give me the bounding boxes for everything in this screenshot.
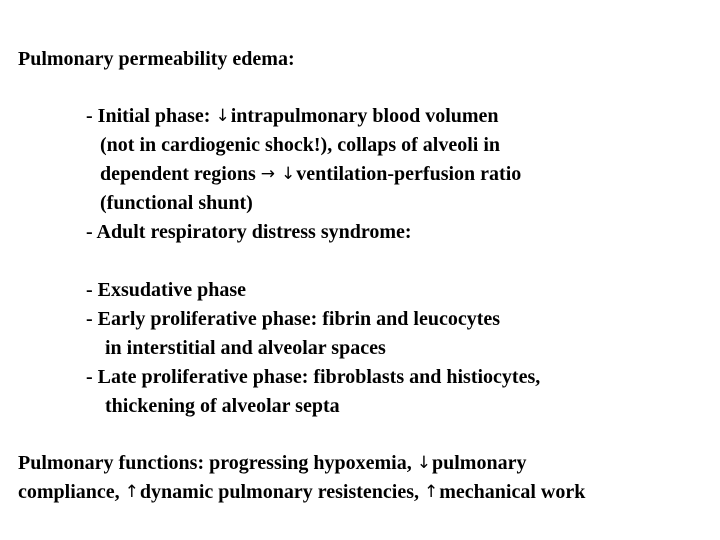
up-arrow-icon: ↑	[124, 482, 139, 502]
pulmonary-functions-rest: pulmonary	[432, 452, 527, 474]
early-proliferative-line-2	[105, 336, 386, 360]
exsudative-phase-line	[86, 278, 246, 302]
initial-phase-line-3	[100, 162, 521, 186]
late-proliferative-line-2	[105, 394, 340, 418]
down-arrow-icon: ↓	[215, 106, 230, 126]
exsudative-phase-text: - Exsudative phase	[86, 279, 247, 301]
initial-phase-rest-3: ventilation-perfusion ratio	[296, 163, 522, 185]
early-proliferative-text-2: in interstitial and alveolar spaces	[105, 337, 386, 359]
initial-phase-rest: intrapulmonary blood volumen	[230, 105, 499, 127]
initial-phase-line-2	[100, 133, 500, 157]
pulmonary-functions-line	[18, 451, 526, 475]
slide-title-text: Pulmonary permeability edema:	[18, 48, 295, 70]
slide-title	[18, 47, 295, 71]
late-proliferative-text-2: thickening of alveolar septa	[105, 395, 340, 417]
pulmonary-functions-prefix: Pulmonary functions: progressing hypoxemia,	[18, 452, 417, 474]
late-proliferative-text: - Late proliferative phase: fibroblasts and histiocytes,	[86, 366, 541, 388]
ards-text: - Adult respiratory distress syndrome:	[86, 221, 412, 243]
down-arrow-icon: ↓	[281, 164, 296, 184]
early-proliferative-line	[86, 307, 500, 331]
resistencies-text: dynamic pulmonary resistencies,	[139, 481, 424, 503]
initial-phase-line	[86, 104, 499, 128]
down-arrow-icon: ↓	[416, 453, 431, 473]
mechanical-work-text: mechanical work	[439, 481, 586, 503]
initial-phase-prefix-3: dependent regions	[100, 163, 261, 185]
initial-phase-prefix: - Initial phase:	[86, 105, 216, 127]
initial-phase-text-4: (functional shunt)	[100, 192, 253, 214]
right-arrow-icon: →	[260, 164, 276, 184]
late-proliferative-line	[86, 365, 540, 389]
initial-phase-line-4	[100, 191, 253, 215]
ards-line	[86, 220, 412, 244]
initial-phase-text-2: (not in cardiogenic shock!), collaps of alveoli in	[100, 134, 500, 156]
compliance-text: compliance,	[18, 481, 125, 503]
early-proliferative-text: - Early proliferative phase: fibrin and leucocytes	[86, 308, 501, 330]
up-arrow-icon: ↑	[423, 482, 439, 502]
pulmonary-functions-line-2	[18, 480, 585, 504]
